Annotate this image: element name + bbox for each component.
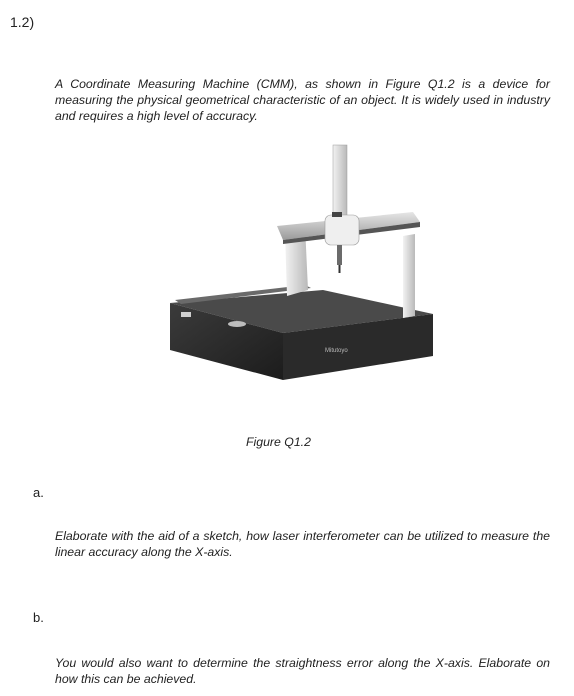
figure-caption: Figure Q1.2 [246,435,311,449]
right-column [403,234,415,318]
accessory [228,321,246,327]
probe-stem [337,245,342,265]
part-a-label: a. [33,485,44,500]
cmm-machine-image [165,140,435,385]
carriage [325,215,359,245]
probe-tip [339,265,341,273]
question-number: 1.2) [10,14,35,30]
carriage-label [332,212,342,217]
part-b-label: b. [33,610,44,625]
control-box [181,312,191,317]
part-b-text: You would also want to determine the straightness error along the X-axis. Elaborate on how this can be achieved. [55,656,550,686]
part-a-text: Elaborate with the aid of a sketch, how laser interferometer can be utilized to measure the linear accuracy along the X-axis. [55,529,550,559]
brand-text: Mitutoyo [325,348,348,354]
intro-paragraph: A Coordinate Measuring Machine (CMM), as shown in Figure Q1.2 is a device for measuring the physical geometrical characteristic of an object. It is widely used in industry and requires a high level of accuracy. [55,77,550,123]
